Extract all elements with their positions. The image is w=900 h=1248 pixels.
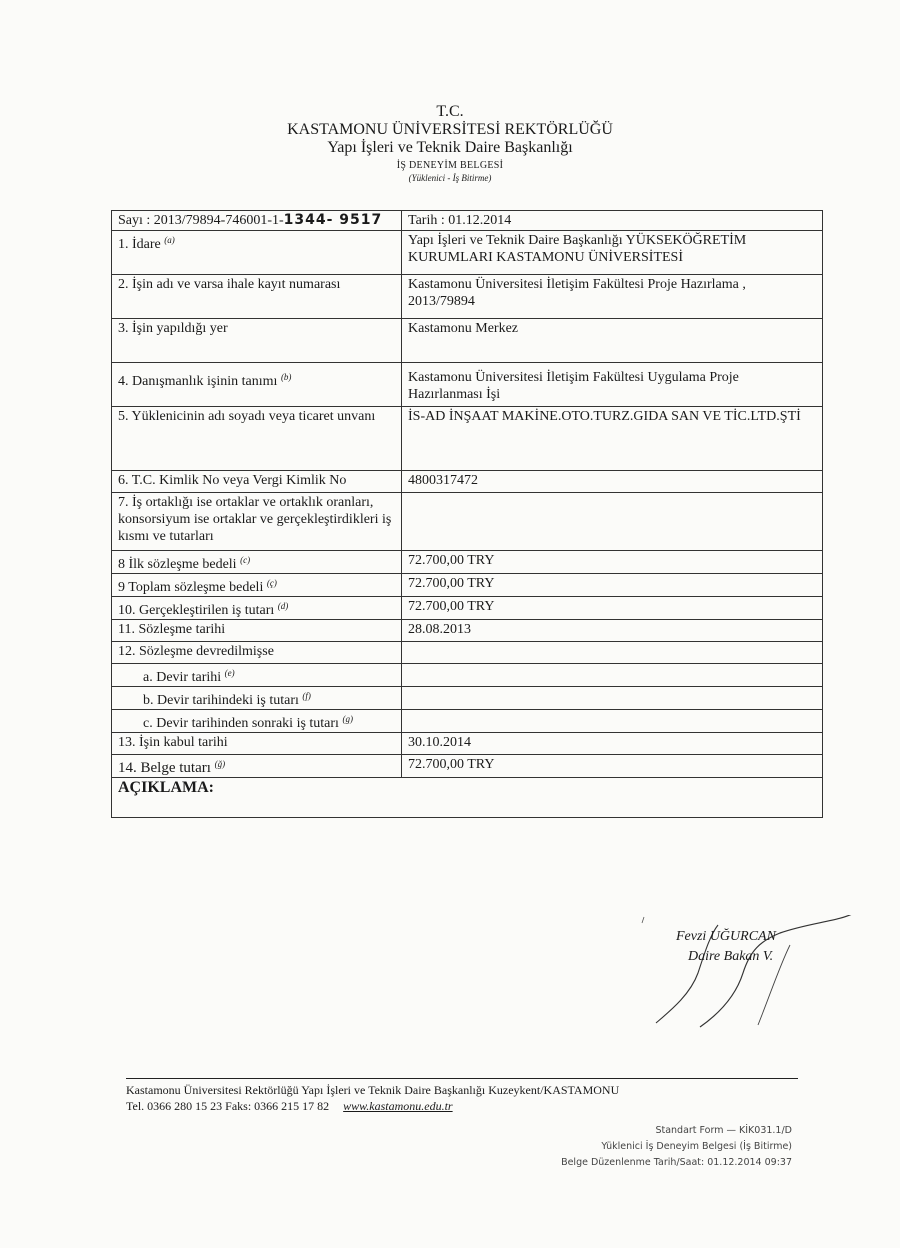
sayi-label: Sayı : 2013/79894-746001-1- — [118, 213, 284, 228]
row-label: 3. İşin yapıldığı yer — [112, 319, 402, 363]
row-label: 9 Toplam sözleşme bedeli $^{(ç)}$ — [112, 574, 402, 597]
header-university: KASTAMONU ÜNİVERSİTESİ REKTÖRLÜĞÜ — [287, 121, 613, 138]
system-stamp — [561, 1123, 792, 1171]
row-label: b. Devir tarihindeki iş tutarı $^{(f)}$ — [112, 687, 402, 710]
table-row — [112, 211, 823, 231]
row-value: Kastamonu Üniversitesi İletişim Fakültesi Proje Hazırlama , 2013/79894 — [402, 275, 823, 319]
row-label: c. Devir tarihinden sonraki iş tutarı $^{(g)}$ — [112, 710, 402, 733]
row-label: 5. Yüklenicinin adı soyadı veya ticaret unvanı — [112, 407, 402, 471]
row-value — [402, 710, 823, 733]
sayi-cell — [112, 211, 402, 231]
row-label: a. Devir tarihi $^{(e)}$ — [112, 664, 402, 687]
table-row — [112, 597, 823, 620]
header-tc: T.C. — [436, 103, 464, 120]
row-label: 11. Sözleşme tarihi — [112, 620, 402, 642]
document-header — [0, 103, 900, 184]
tarih-cell: Tarih : 01.12.2014 — [402, 211, 823, 231]
row-value — [402, 664, 823, 687]
footer-divider — [126, 1078, 798, 1079]
row-value: Yapı İşleri ve Teknik Daire Başkanlığı YÜKSEKÖĞRETİM KURUMLARI KASTAMONU ÜNİVERSİTESİ — [402, 231, 823, 275]
stamp-form-name: Yüklenici İş Deneyim Belgesi (İş Bitirme) — [601, 1141, 792, 1152]
table-row — [112, 574, 823, 597]
row-value: 28.08.2013 — [402, 620, 823, 642]
row-value: 72.700,00 TRY — [402, 755, 823, 778]
row-label: 2. İşin adı ve varsa ihale kayıt numarası — [112, 275, 402, 319]
table-row — [112, 407, 823, 471]
table-row — [112, 687, 823, 710]
row-value — [402, 493, 823, 551]
table-row — [112, 620, 823, 642]
row-value: Kastamonu Üniversitesi İletişim Fakültesi Uygulama Proje Hazırlanması İşi — [402, 363, 823, 407]
footer — [126, 1082, 619, 1114]
row-value: 72.700,00 TRY — [402, 574, 823, 597]
row-label: 6. T.C. Kimlik No veya Vergi Kimlik No — [112, 471, 402, 493]
row-label: 10. Gerçekleştirilen iş tutarı $^{(d)}$ — [112, 597, 402, 620]
stamp-issued: Belge Düzenlenme Tarih/Saat: 01.12.2014 09:37 — [561, 1157, 792, 1168]
signature-block — [640, 915, 870, 1030]
header-department: Yapı İşleri ve Teknik Daire Başkanlığı — [327, 139, 573, 156]
row-label: 8 İlk sözleşme bedeli $^{(c)}$ — [112, 551, 402, 574]
header-document-subtype: (Yüklenici - İş Bitirme) — [408, 173, 492, 183]
header-document-type: İŞ DENEYİM BELGESİ — [396, 160, 504, 171]
table-row — [112, 733, 823, 755]
footer-contact: Tel. 0366 280 15 23 Faks: 0366 215 17 82 — [126, 1099, 330, 1113]
row-value: 72.700,00 TRY — [402, 551, 823, 574]
signature-name: Fevzi UĞURCAN — [676, 929, 776, 944]
table-row — [112, 642, 823, 664]
row-label: 4. Danışmanlık işinin tanımı $^{(b)}$ — [112, 363, 402, 407]
footer-contact-line — [126, 1098, 619, 1114]
footer-address: Kastamonu Üniversitesi Rektörlüğü Yapı İşleri ve Teknik Daire Başkanlığı Kuzeykent/KASTAMONU — [126, 1083, 620, 1097]
table-row — [112, 493, 823, 551]
row-label: 1. İdare $^{(a)}$ — [112, 231, 402, 275]
table-row — [112, 551, 823, 574]
footer-url[interactable]: www.kastamonu.edu.tr — [343, 1099, 453, 1113]
row-value: 4800317472 — [402, 471, 823, 493]
row-label: 13. İşin kabul tarihi — [112, 733, 402, 755]
experience-certificate-table — [111, 210, 823, 818]
row-value — [402, 687, 823, 710]
table-row — [112, 755, 823, 778]
row-label: 7. İş ortaklığı ise ortaklar ve ortaklık oranları, konsorsiyum ise ortaklar ve gerçekleştirdikleri iş kısmı ve tutarları — [112, 493, 402, 551]
aciklama-label: AÇIKLAMA: — [112, 778, 823, 818]
table-row — [112, 710, 823, 733]
table-row — [112, 275, 823, 319]
row-label: 14. Belge tutarı $^{(ğ)}$ — [112, 755, 402, 778]
row-value — [402, 642, 823, 664]
row-label: 12. Sözleşme devredilmişse — [112, 642, 402, 664]
row-value: İS-AD İNŞAAT MAKİNE.OTO.TURZ.GIDA SAN VE TİC.LTD.ŞTİ — [402, 407, 823, 471]
sayi-handwritten: 1344- 9517 — [283, 212, 383, 228]
signature-title: Daire Bakan V. — [688, 949, 774, 964]
row-value: 72.700,00 TRY — [402, 597, 823, 620]
row-value: Kastamonu Merkez — [402, 319, 823, 363]
table-row — [112, 231, 823, 275]
aciklama-row — [112, 778, 823, 818]
table-row — [112, 319, 823, 363]
table-row — [112, 664, 823, 687]
row-value: 30.10.2014 — [402, 733, 823, 755]
table-row — [112, 363, 823, 407]
table-row — [112, 471, 823, 493]
stamp-form-code: Standart Form — KİK031.1/D — [655, 1125, 792, 1136]
